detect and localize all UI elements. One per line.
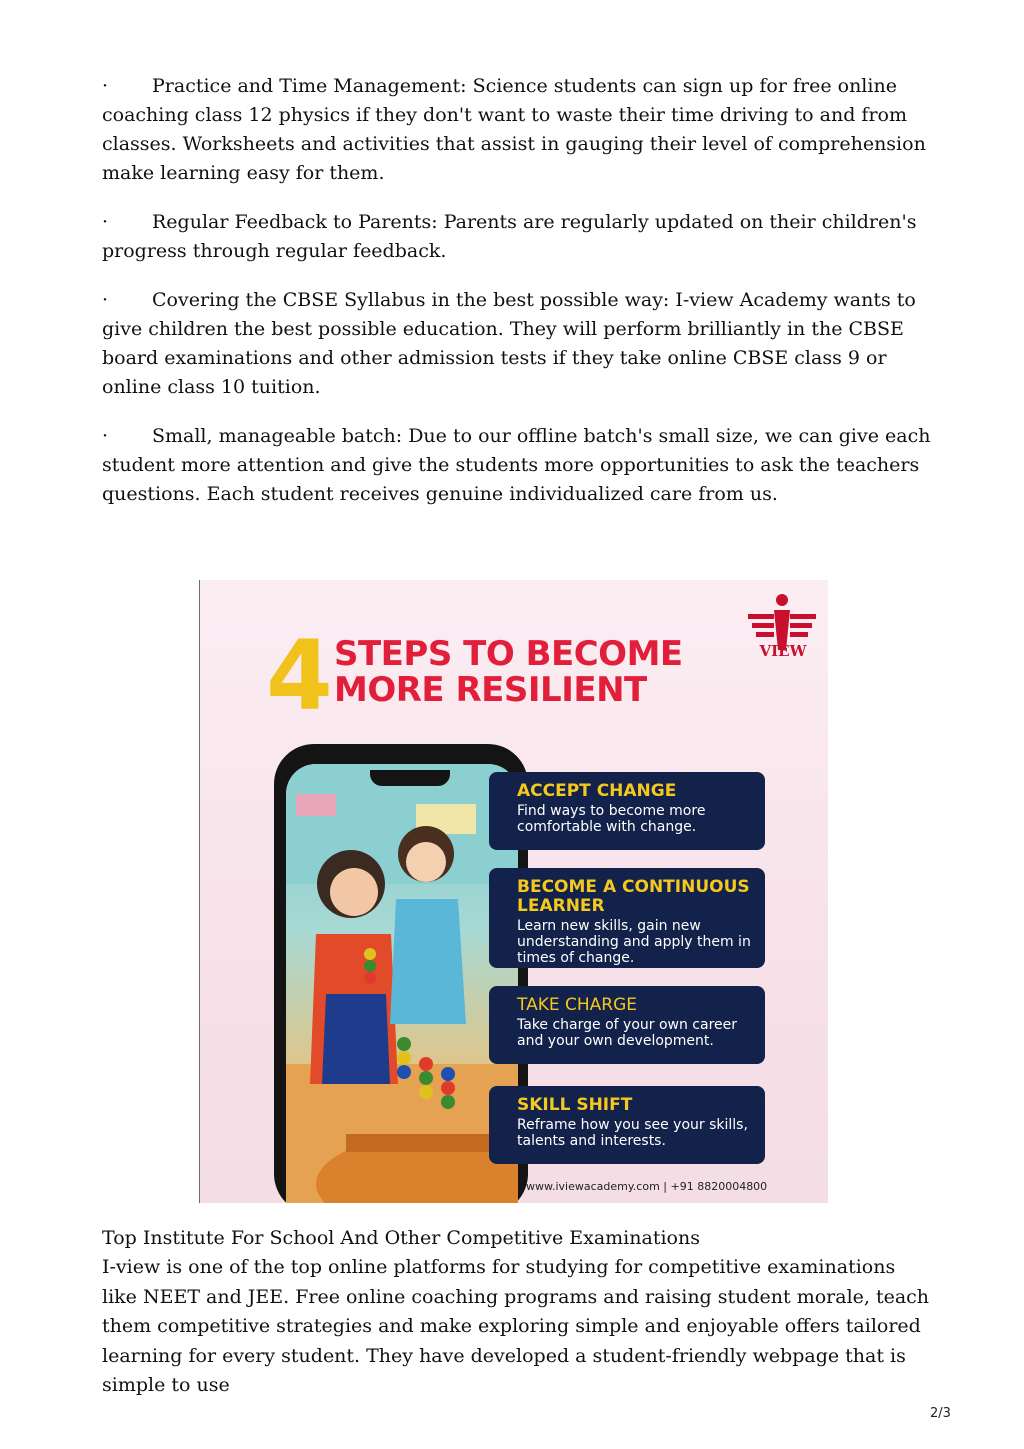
resilience-poster bbox=[199, 580, 828, 1203]
poster-title-line: MORE RESILIENT bbox=[334, 670, 647, 710]
bullet-text: Practice and Time Management: Science students can sign up for free online coaching class 12 physics if they don't want to waste their time driving to and from classes. Worksheets and activities that assist in gauging their level of comprehension make learning easy for them. bbox=[102, 75, 926, 184]
poster-title bbox=[334, 636, 734, 708]
card-title: SKILL SHIFT bbox=[517, 1095, 633, 1115]
card-title: TAKE CHARGE bbox=[517, 995, 637, 1015]
poster-title-line: STEPS TO BECOME bbox=[334, 634, 683, 674]
page-number: 2/3 bbox=[930, 1406, 951, 1421]
step-card-accept-change bbox=[489, 772, 765, 850]
bullet-feedback bbox=[102, 208, 932, 266]
card-title: BECOME A CONTINUOUS LEARNER bbox=[517, 877, 750, 916]
step-card-continuous-learner bbox=[489, 868, 765, 968]
bullet-marker: · bbox=[102, 425, 109, 447]
card-text: Learn new skills, gain new understanding and apply them in times of change. bbox=[517, 918, 751, 966]
bullet-marker: · bbox=[102, 211, 109, 233]
bullet-text: Regular Feedback to Parents: Parents are regularly updated on their children's progress through regular feedback. bbox=[102, 211, 917, 262]
bullet-marker: · bbox=[102, 75, 109, 97]
bullet-cbse bbox=[102, 286, 932, 402]
logo-text: VIEW bbox=[759, 642, 807, 660]
poster-footer: www.iviewacademy.com | +91 8820004800 bbox=[526, 1180, 768, 1193]
bullet-practice bbox=[102, 72, 932, 188]
card-text: Take charge of your own career and your own development. bbox=[517, 1017, 738, 1049]
bullet-text: Covering the CBSE Syllabus in the best possible way: I-view Academy wants to give children the best possible education. They will perform brilliantly in the CBSE board examinations and other admission tests if they take online CBSE class 9 or online class 10 tuition. bbox=[102, 289, 916, 398]
step-card-skill-shift bbox=[489, 1086, 765, 1164]
step-card-take-charge bbox=[489, 986, 765, 1064]
card-text: Reframe how you see your skills, talents and interests. bbox=[517, 1117, 748, 1149]
section-paragraph: I-view is one of the top online platforms for studying for competitive examinations like NEET and JEE. Free online coaching programs and raising student morale, teach them competitive strategies and make exploring simple and enjoyable offers tailored learning for every student. They have developed a student-friendly webpage that is simple to use bbox=[102, 1256, 930, 1396]
phone-screen-photo bbox=[286, 764, 518, 1203]
card-text: Find ways to become more comfortable with change. bbox=[517, 803, 706, 835]
section-heading: Top Institute For School And Other Competitive Examinations bbox=[102, 1227, 700, 1249]
card-title: ACCEPT CHANGE bbox=[517, 781, 677, 801]
bullet-text: Small, manageable batch: Due to our offline batch's small size, we can give each student more attention and give the students more opportunities to ask the teachers questions. Each student receives genuine individualized care from us. bbox=[102, 425, 931, 505]
phone-notch bbox=[370, 770, 450, 786]
bullet-batch bbox=[102, 422, 932, 509]
children-photo-icon bbox=[286, 764, 518, 1203]
bullet-marker: · bbox=[102, 289, 109, 311]
poster-number: 4 bbox=[266, 620, 333, 732]
